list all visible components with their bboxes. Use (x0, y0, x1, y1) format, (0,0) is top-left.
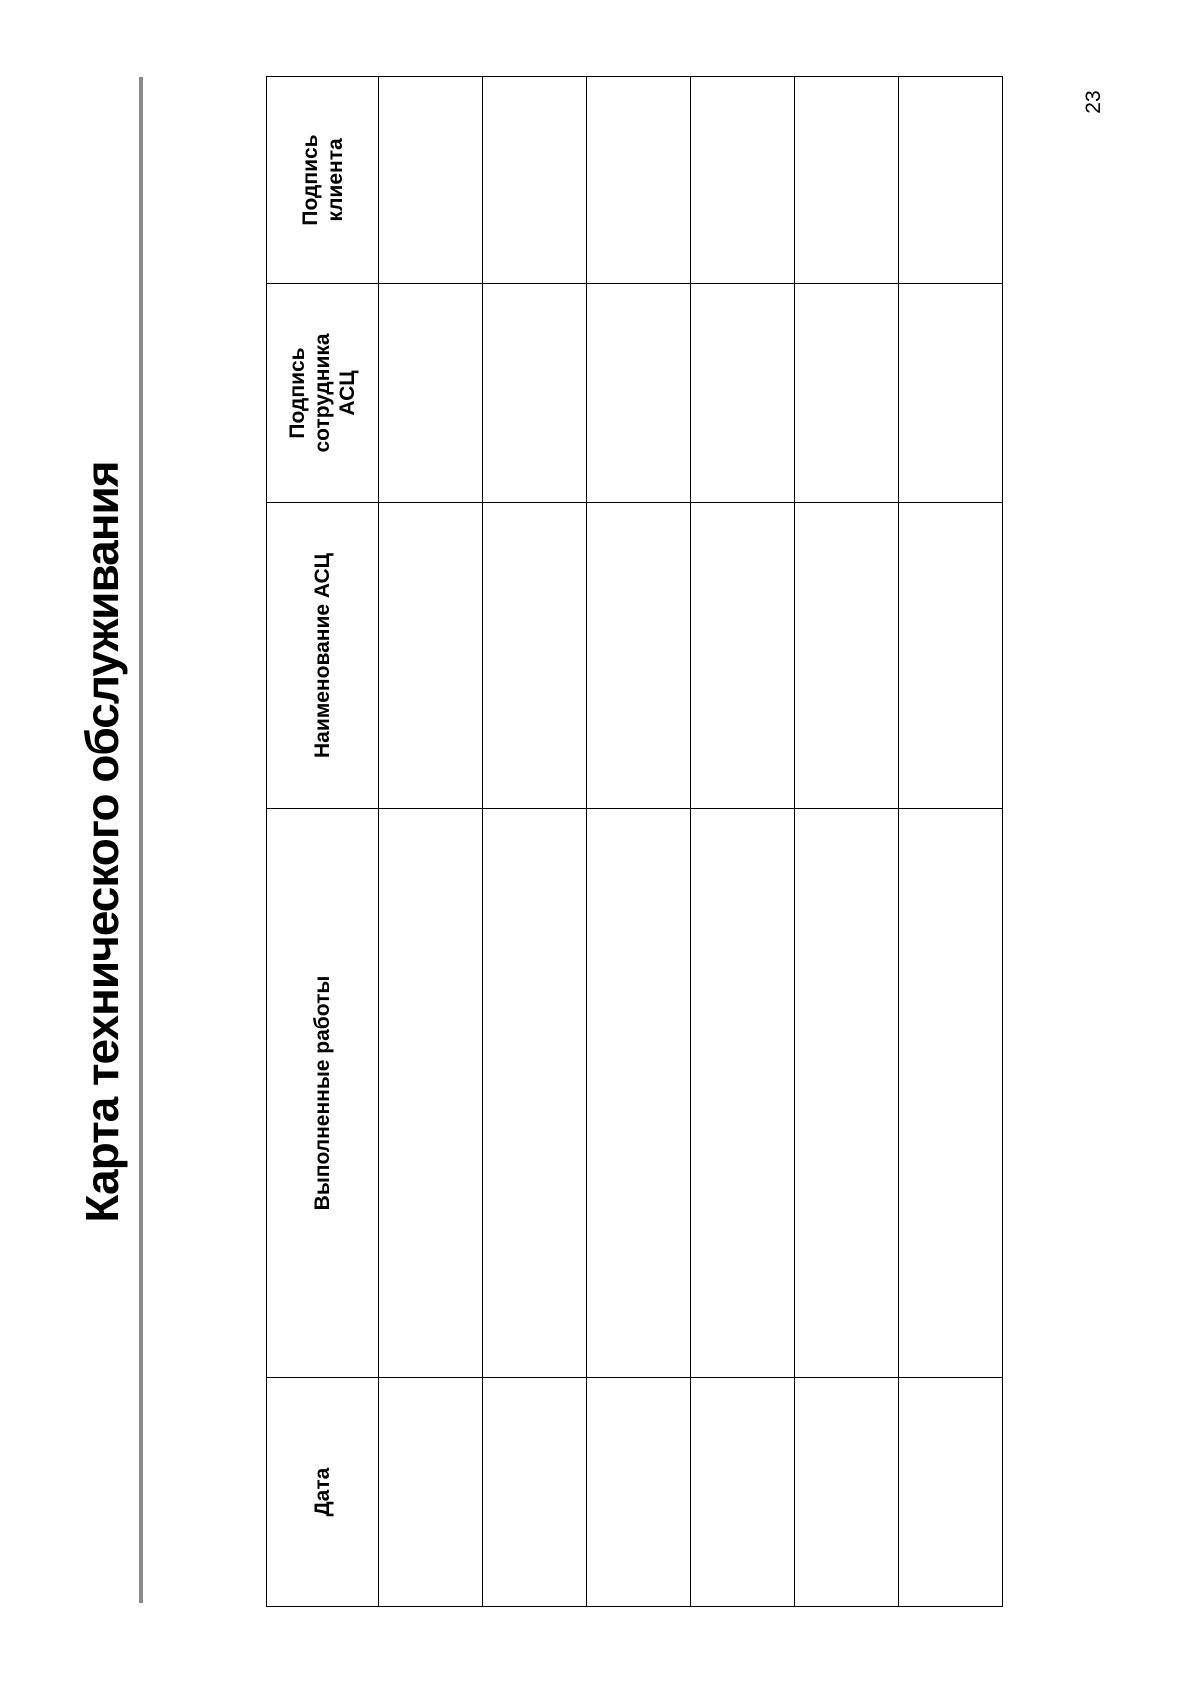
table-header-row (267, 77, 379, 1607)
cell-date (587, 1378, 691, 1607)
table-row (483, 77, 587, 1607)
cell-date (691, 1378, 795, 1607)
header-staff-signature-line: Подпись (286, 347, 309, 439)
cell-date (795, 1378, 899, 1607)
cell-client-signature (691, 77, 795, 284)
header-date: Дата (267, 1378, 379, 1607)
cell-client-signature (379, 77, 483, 284)
table-row (691, 77, 795, 1607)
cell-client-signature (483, 77, 587, 284)
table-body (379, 77, 1003, 1607)
cell-staff-signature (587, 284, 691, 503)
cell-staff-signature (483, 284, 587, 503)
cell-client-signature (587, 77, 691, 284)
cell-works (483, 809, 587, 1378)
cell-staff-signature (795, 284, 899, 503)
cell-works (587, 809, 691, 1378)
cell-client-signature (795, 77, 899, 284)
cell-service-center-name (483, 503, 587, 809)
cell-date (899, 1378, 1003, 1607)
header-service-center-name: Наименование АСЦ (267, 503, 379, 809)
cell-works (379, 809, 483, 1378)
cell-staff-signature (691, 284, 795, 503)
table-row (899, 77, 1003, 1607)
cell-works (899, 809, 1003, 1378)
page-title: Карта технического обслуживания (76, 461, 128, 1223)
table-row (795, 77, 899, 1607)
cell-date (379, 1378, 483, 1607)
cell-works (691, 809, 795, 1378)
header-works: Выполненные работы (267, 809, 379, 1378)
cell-date (483, 1378, 587, 1607)
header-staff-signature-line: АСЦ (336, 370, 359, 416)
cell-client-signature (899, 77, 1003, 284)
header-client-signature-line: Подпись (298, 134, 322, 226)
table-row (379, 77, 483, 1607)
header-staff-signature (267, 284, 379, 503)
title-underline (139, 77, 143, 1603)
cell-service-center-name (691, 503, 795, 809)
header-staff-signature-line: сотрудника (311, 333, 334, 453)
table-row (587, 77, 691, 1607)
maintenance-table (266, 76, 1003, 1607)
cell-staff-signature (899, 284, 1003, 503)
cell-service-center-name (379, 503, 483, 809)
cell-staff-signature (379, 284, 483, 503)
header-client-signature (267, 77, 379, 284)
cell-service-center-name (899, 503, 1003, 809)
cell-works (795, 809, 899, 1378)
cell-service-center-name (587, 503, 691, 809)
header-client-signature-line: клиента (323, 138, 347, 222)
cell-service-center-name (795, 503, 899, 809)
page-number: 23 (1082, 90, 1105, 114)
